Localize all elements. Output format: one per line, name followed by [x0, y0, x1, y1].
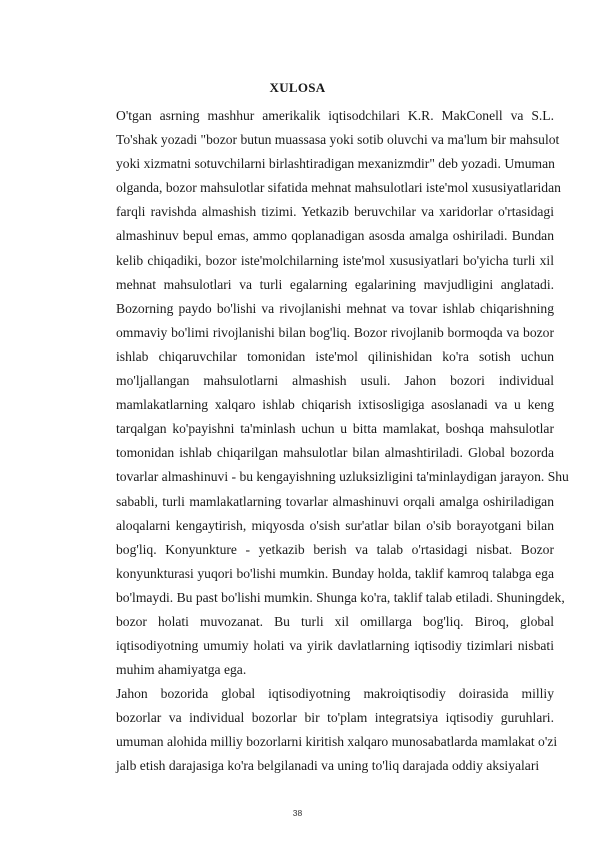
- paragraph-line: aloqalarni kengaytirish, miqyosda o'sish sur'atlar bilan o'sib borayotgani bilan: [116, 517, 554, 533]
- paragraph-line: tarqalgan ko'payishni ta'minlash uchun u bitta mamlakat, boshqa mahsulotlar: [116, 421, 554, 437]
- paragraph-line: jalb etish darajasiga ko'ra belgilanadi va uning to'liq darajada oddiy aksiyalari: [116, 758, 540, 774]
- paragraph-line: tovarlar almashinuvi - bu kengayishning uzluksizligini ta'minlaydigan jarayon. Shu: [116, 469, 569, 485]
- paragraph-line: To'shak yozadi "bozor butun muassasa yoki sotib oluvchi va ma'lum bir mahsulot: [116, 132, 560, 148]
- paragraph-line: Bozorning paydo bo'lishi va rivojlanishi mehnat va tovar ishlab chiqarishning: [116, 300, 554, 316]
- page-number: 38: [292, 808, 303, 818]
- paragraph-line: mo'ljallangan mahsulotlarni almashish usuli. Jahon bozori individual: [116, 373, 554, 389]
- paragraph-line: sababli, turli mamlakatlarning tovarlar almashinuvi orqali amalga oshiriladigan: [116, 493, 554, 509]
- paragraph-line: kelib chiqadiki, bozor iste'molchilarning iste'mol xususiyatlari bo'yicha turli xil: [116, 252, 554, 268]
- paragraph-line: Jahon bozorida global iqtisodiyotning makroiqtisodiy doirasida milliy: [116, 686, 554, 701]
- paragraph-line: olganda, bozor mahsulotlar sifatida mehnat mahsulotlari iste'mol xususiyatlaridan: [116, 180, 561, 196]
- paragraph-line: iqtisodiyotning umumiy holati va yirik davlatlarning iqtisodiy tizimlari nisbati: [116, 638, 554, 654]
- paragraph-line: almashinuv bepul emas, ammo qoplanadigan asosda amalga oshiriladi. Bundan: [116, 228, 554, 244]
- paragraph-line: bozor holati muvozanat. Bu turli xil omillarga bog'liq. Biroq, global: [116, 613, 554, 629]
- paragraph-line: farqli ravishda almashish tizimi. Yetkazib beruvchilar va xaridorlar o'rtasidagi: [116, 204, 554, 220]
- paragraph-line: mehnat mahsulotlari va turli egalarning egalarining mavjudligini anglatadi.: [116, 276, 554, 292]
- paragraph-line: yoki xizmatni sotuvchilarni birlashtiradigan mexanizmdir" deb yozadi. Umuman: [116, 156, 555, 172]
- paragraph-2: [116, 682, 558, 778]
- paragraph-line: ommaviy bo'limi rivojlanishi bilan bog'liq. Bozor rivojlanib bormoqda va bozor: [116, 324, 554, 340]
- paragraph-line: umuman alohida milliy bozorlarni kiritish xalqaro munosabatlarda mamlakat o'zi: [116, 734, 558, 750]
- paragraph-line: bozorlar va individual bozorlar bir to'plam integratsiya iqtisodiy guruhlari.: [116, 710, 554, 726]
- paragraph-line: tomonidan ishlab chiqarilgan mahsulotlar bilan almashtiriladi. Global bozorda: [116, 445, 554, 461]
- paragraph-line: ishlab chiqaruvchilar tomonidan iste'mol qilinishidan ko'ra sotish uchun: [116, 348, 554, 364]
- paragraph-line: mamlakatlarning xalqaro ishlab chiqarish ixtisosligiga asoslanadi va u keng: [116, 397, 554, 413]
- paragraph-1: [116, 104, 569, 682]
- paragraph-line: konyunkturasi yuqori bo'lishi mumkin. Bunday holda, taklif kamroq talabga ega: [116, 565, 554, 581]
- paragraph-line: muhim ahamiyatga ega.: [116, 662, 247, 678]
- paragraph-line: bo'lmaydi. Bu past bo'lishi mumkin. Shunga ko'ra, taklif talab etiladi. Shuningdek,: [116, 589, 565, 605]
- paragraph-line: O'tgan asrning mashhur amerikalik iqtisodchilari K.R. MakConell va S.L.: [116, 108, 554, 123]
- section-heading: XULOSA: [269, 80, 326, 95]
- paragraph-line: bog'liq. Konyunkture - yetkazib berish va talab o'rtasidagi nisbat. Bozor: [116, 541, 554, 557]
